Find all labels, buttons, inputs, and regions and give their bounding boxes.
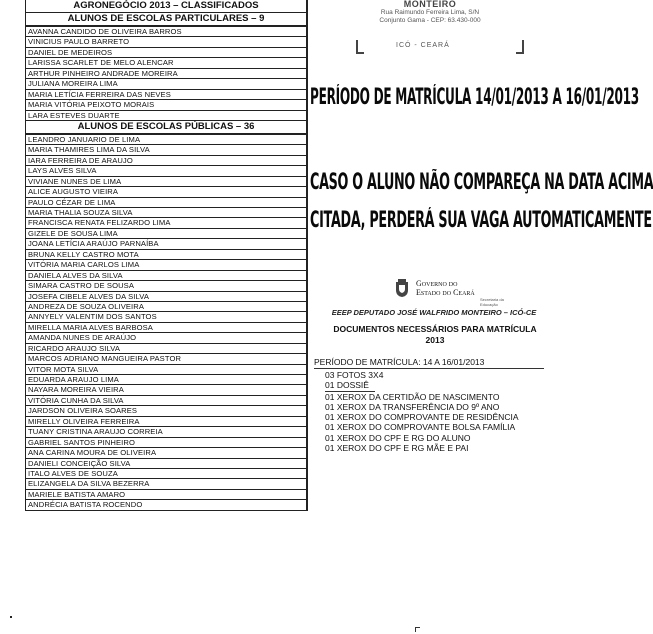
school-name: MONTEIRO [403,0,457,9]
student-row: LARISSA SCARLET DE MELO ALENCAR [26,58,306,68]
student-row: PAULO CÉZAR DE LIMA [26,198,306,208]
public-schools-header: ALUNOS DE ESCOLAS PÚBLICAS – 36 [26,121,306,135]
school-header [355,0,505,25]
document-item: 01 XEROX DO CPF E RG MÃE E PAI [325,443,469,454]
student-row: VITÓRIA MARIA CARLOS LIMA [26,260,306,270]
student-row: AMANDA NUNES DE ARAÚJO [26,333,306,343]
gov-line-2: Estado do Ceará [416,288,475,297]
document-item: 01 XEROX DO COMPROVANTE BOLSA FAMÍLIA [325,422,516,433]
documents-title-line-1: DOCUMENTOS NECESSÁRIOS PARA MATRÍCULA [333,324,537,334]
student-row: JOANA LETÍCIA ARAÚJO PARNAÍBA [26,239,306,249]
student-row: GABRIEL SANTOS PINHEIRO [26,438,306,448]
student-row: SIMARA CASTRO DE SOUSA [26,281,306,291]
address-line-1: Rua Raimundo Ferreira Lima, S/N [380,9,480,16]
student-row: DANIELA ALVES DA SILVA [26,271,306,281]
student-row: ITALO ALVES DE SOUZA [26,469,306,479]
student-row: ELIZANGELA DA SILVA BEZERRA [26,479,306,489]
student-row: ANDREZA DE SOUZA OLIVEIRA [26,302,306,312]
student-row: VIVIANE NUNES DE LIMA [26,177,306,187]
student-row: IARA FERREIRA DE ARAUJO [26,156,306,166]
student-row: GIZELE DE SOUSA LIMA [26,229,306,239]
student-row: MARIA LETÍCIA FERREIRA DAS NEVES [26,90,306,100]
document-item: 03 FOTOS 3X4 [325,370,384,380]
student-row: JOSEFA CIBELE ALVES DA SILVA [26,292,306,302]
student-row: LARA ESTEVES DUARTE [26,111,306,121]
document-item: 01 XEROX DA TRANSFERÊNCIA DO 9º ANO [325,401,500,412]
public-students-list [26,135,306,511]
student-row: BRUNA KELLY CASTRO MOTA [26,250,306,260]
student-row: JULIANA MOREIRA LIMA [26,79,306,89]
student-row: LAYS ALVES SILVA [26,166,306,176]
private-students-list [26,27,306,121]
document-item: 01 XEROX DO COMPROVANTE DE RESIDÊNCIA [325,412,519,423]
document-item: 01 XEROX DA CERTIDÃO DE NASCIMENTO [325,391,500,402]
student-row: TUANY CRISTINA ARAUJO CORREIA [26,427,306,437]
list-header: AGRONEGÓCIO 2013 – CLASSIFICADOS [26,0,306,13]
student-row: MARIA THAMIRES LIMA DA SILVA [26,145,306,155]
state-crest-icon [394,278,410,298]
student-row: ARTHUR PINHEIRO ANDRADE MOREIRA [26,69,306,79]
student-row: DANIELI CONCEIÇÃO SILVA [26,459,306,469]
government-logo [394,278,514,307]
classified-list [25,0,308,511]
left-bracket-mark [356,40,364,54]
student-row: AVANNA CANDIDO DE OLIVEIRA BARROS [26,27,306,37]
student-row: MARIELE BATISTA AMARO [26,490,306,500]
document-item: 01 XEROX DO CPF E RG DO ALUNO [325,432,471,443]
scan-tick-mark [415,627,420,632]
student-row: MARCOS ADRIANO MANGUEIRA PASTOR [26,354,306,364]
student-row: ALICE AUGUSTO VIEIRA [26,187,306,197]
student-row: VITOR MOTA SILVA [26,365,306,375]
student-row: DANIEL DE MEDEIROS [26,48,306,58]
student-row: NAYARA MOREIRA VIEIRA [26,385,306,395]
gov-line-1: Governo do [416,279,458,288]
student-row: RICARDO ARAUJO SILVA [26,344,306,354]
enrollment-period-line: PERÍODO DE MATRÍCULA: 14 A 16/01/2013 [314,357,544,369]
address-line-2: Conjunto Gama - CEP: 63.430-000 [379,17,481,24]
student-row: ANDRÉCIA BATISTA ROCENDO [26,500,306,510]
student-row: LEANDRO JANUARIO DE LIMA [26,135,306,145]
scan-dot-mark [10,616,12,618]
student-row: FRANCISCA RENATA FELIZARDO LIMA [26,218,306,228]
city-text: ICÓ - CEARÁ [396,42,450,49]
student-row: MARIA THALIA SOUZA SILVA [26,208,306,218]
documents-list [325,370,519,453]
student-row: JARDSON OLIVEIRA SOARES [26,406,306,416]
warning-line-1: CASO O ALUNO NÃO COMPAREÇA NA DATA ACIMA [310,170,653,195]
student-row: VITÓRIA CUNHA DA SILVA [26,396,306,406]
warning-line-2: CITADA, PERDERÁ SUA VAGA AUTOMATICAMENTE [310,208,652,233]
school-full-name: EEEP DEPUTADO JOSÉ WALFRIDO MONTEIRO – ICÓ-CE [331,308,537,317]
city-line [356,40,526,54]
right-bracket-mark [516,40,524,54]
enrollment-period-title: PERÍODO DE MATRÍCULA 14/01/2013 A 16/01/2013 [310,85,639,110]
gov-line-3: Secretaria da Educação [480,297,504,307]
documents-title-line-2: 2013 [425,335,445,345]
documents-title [312,324,558,346]
student-row: ANNYELY VALENTIM DOS SANTOS [26,312,306,322]
student-row: MARIA VITÓRIA PEIXOTO MORAIS [26,100,306,110]
document-item: 01 DOSSIÊ [325,380,375,391]
student-row: VINICIUS PAULO BARRETO [26,37,306,47]
student-row: EDUARDA ARAUJO LIMA [26,375,306,385]
private-schools-header: ALUNOS DE ESCOLAS PARTICULARES – 9 [26,13,306,27]
student-row: MIRELLY OLIVEIRA FERREIRA [26,417,306,427]
student-row: ANA CARINA MOURA DE OLIVEIRA [26,448,306,458]
student-row: MIRELLA MARIA ALVES BARBOSA [26,323,306,333]
